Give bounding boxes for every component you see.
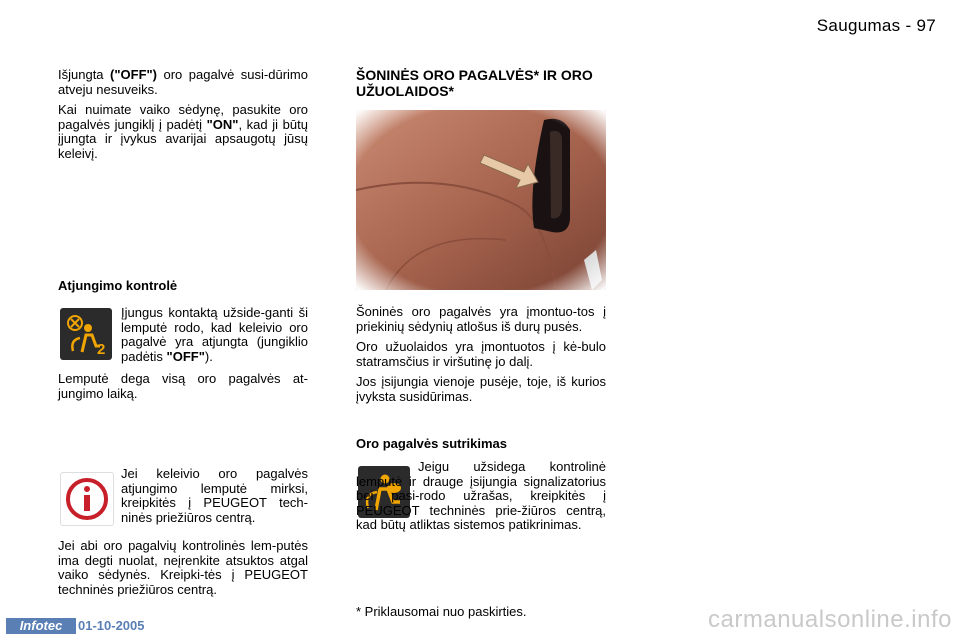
text: Įjungus kontaktą užside-ganti ši lemputė rodo, kad keleivio oro pagalvė yra atjungta (jungiklio padėtis [121,305,308,364]
left-intro [58,68,308,168]
warning-text [121,306,308,370]
footer-date: 01-10-2005 [78,618,145,633]
off-label: "OFF" [166,348,205,364]
paragraph-lamp: Lemputė dega visą oro pagalvės at-jungimo laiką. [58,371,308,401]
paragraph-on [58,103,308,161]
text: , kad ji būtų įjungta ir įvykus avarijai apsaugotų jūsų keleivį. [58,116,308,161]
text: ). [204,348,213,364]
side-airbag-photo [356,110,606,290]
right-body [356,305,606,411]
fault-text: Jeigu užsidega kontrolinė lemputė ir drauge įsijungia signalizatorius bei pasi-rodo užrašas, kreipkitės į PEUGEOT techninės prie-žiūros centrą, kad būtų atliktas sistemos patikrinimas. [356,459,606,533]
text: Kai nuimate vaiko sėdynę, pasukite oro pagalvės jungiklį į padėtį [58,102,308,132]
info-icon [60,472,114,526]
off-label: ("OFF") [110,67,158,82]
paragraph-warning [121,306,308,364]
svg-text:2: 2 [97,341,106,358]
paragraph-off [58,68,308,97]
watermark: carmanualsonline.info [708,606,952,633]
info-text: Jei keleivio oro pagalvės atjungimo lemputė mirksi, kreipkitės į PEUGEOT tech-ninės priežiūros centrą. [121,466,308,525]
paragraph-side-airbags: Šoninės oro pagalvės yra įmontuo-tos į priekinių sėdynių atlošus iš durų pusės. [356,304,606,334]
paragraph-curtains: Oro užuolaidos yra įmontuotos į kė-bulo statramsčius ir viršutinę jo dalį. [356,339,606,369]
infotec-logo: Infotec [6,618,76,634]
text: Išjungta [58,67,111,82]
paragraph-activation: Jos įsijungia vienoje pusėje, toje, iš kurios įvyksta susidūrimas. [356,374,606,404]
airbag-off-warning-icon [60,308,112,360]
atjungimo-title: Atjungimo kontrolė [58,278,178,293]
page-header: Saugumas - 97 [816,16,936,35]
paragraph-both-lamps: Jei abi oro pagalvių kontrolinės lem-putės ima degti nuolat, neįrenkite atsuktos atgal vaiko sėdynės. Kreipki-tės į PEUGEOT techninės priežiūros centrą. [58,538,308,597]
fault-title: Oro pagalvės sutrikimas [356,436,508,451]
section-title: ŠONINĖS ORO PAGALVĖS* IR ORO UŽUOLAIDOS* [356,67,593,99]
on-label: "ON" [206,116,239,132]
footnote: * Priklausomai nuo paskirties. [356,604,527,619]
text: oro pagalvė susi-dūrimo atveju nesuveiks. [58,67,308,97]
